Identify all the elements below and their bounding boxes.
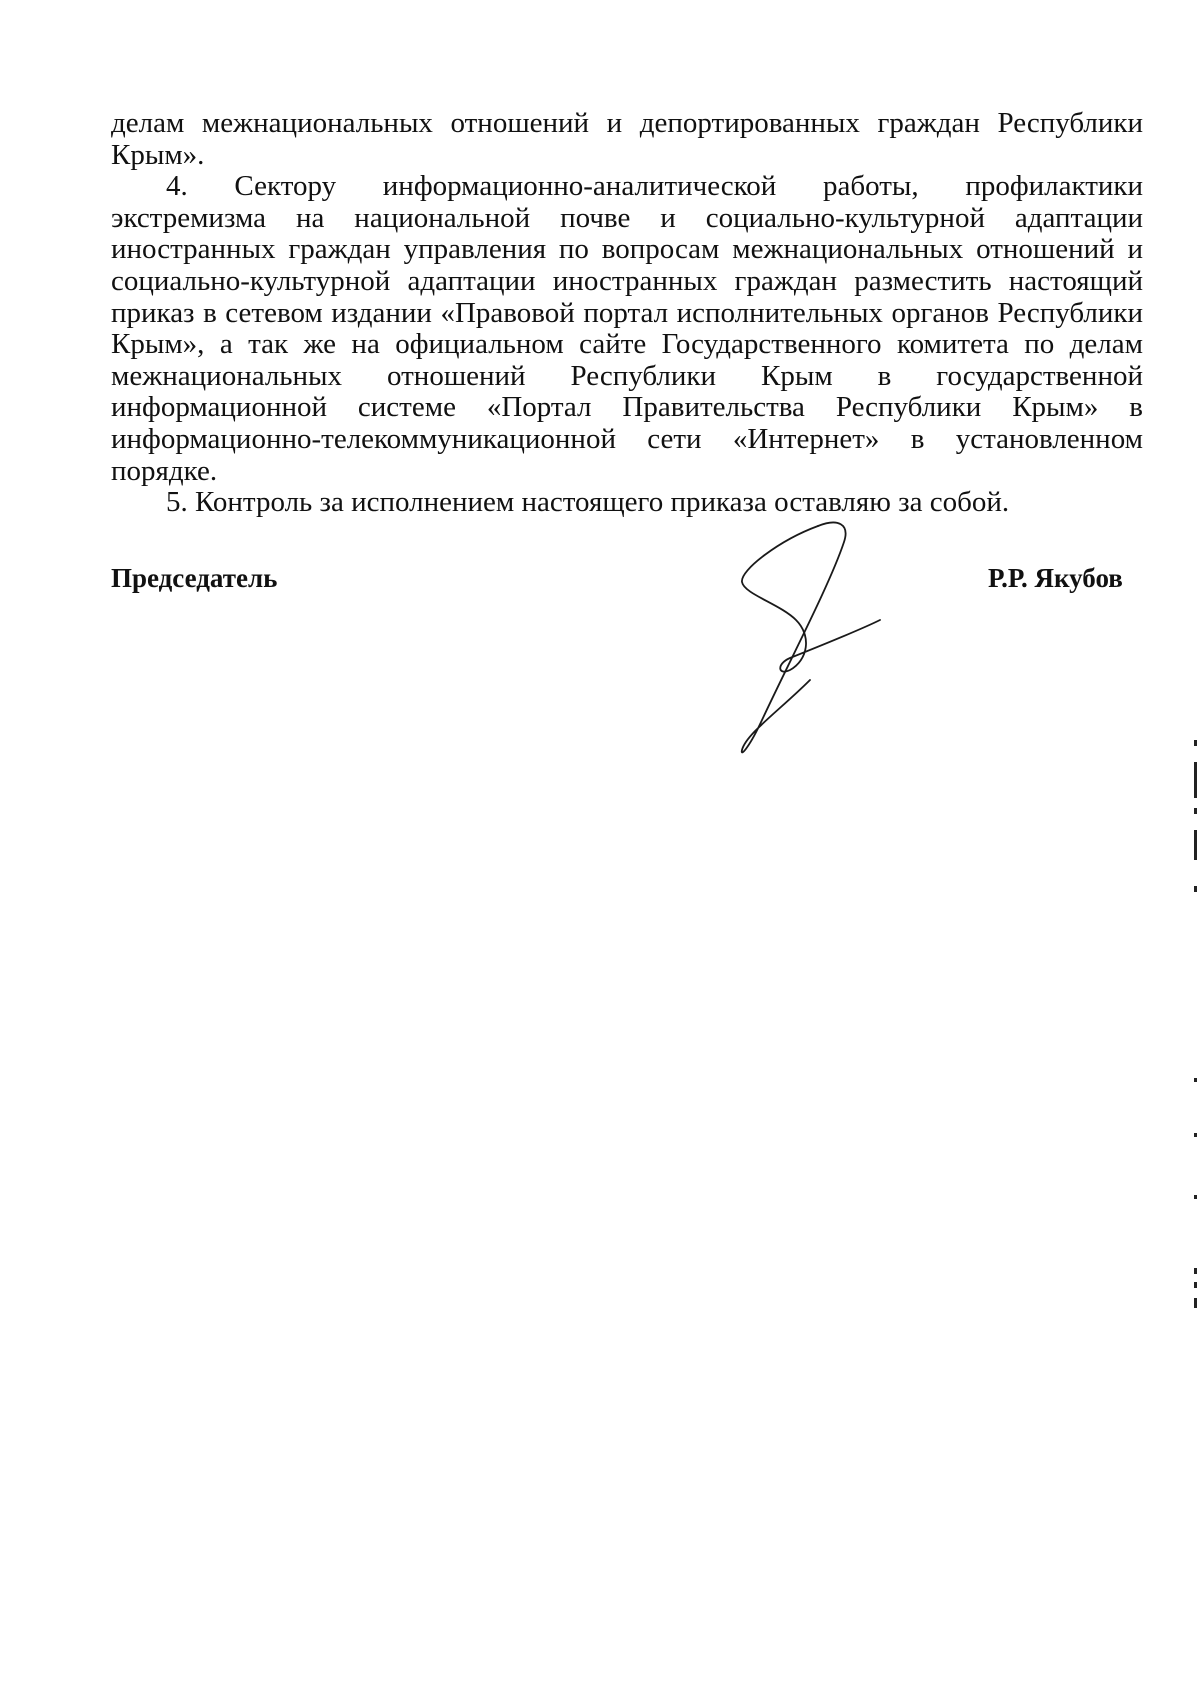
edge-mark (1194, 808, 1197, 814)
paragraph-item-5: 5. Контроль за исполнением настоящего приказа оставляю за собой. (166, 486, 1010, 519)
handwritten-signature (740, 520, 920, 760)
edge-mark (1194, 1195, 1197, 1199)
signatory-name: Р.Р. Якубов (988, 563, 1123, 593)
signatory-title: Председатель (111, 563, 278, 593)
paragraph-item-4: 4. Сектору информационно-аналитической работы, профилактики экстремизма на национальной почве и социально-культурной адаптации иностранных граждан управления по вопросам межнациональных отношений и социально-культурной адаптации иностранных граждан разместить настоящий приказ в сетевом издании «Правовой портал исполнительных органов Республики Крым», а так же на официальном сайте Государственного комитета по делам межнациональных отношений Республики Крым в государственной информационной системе «Портал Правительства Республики Крым» в информационно-телекоммуникационной сети «Интернет» в установленном порядке. (111, 170, 1143, 487)
edge-mark (1194, 886, 1197, 892)
edge-mark (1194, 1268, 1197, 1274)
edge-mark (1194, 762, 1197, 798)
edge-mark (1194, 740, 1197, 746)
edge-mark (1194, 1133, 1197, 1137)
edge-mark (1194, 1282, 1197, 1288)
edge-mark (1194, 1298, 1197, 1308)
document-body (111, 108, 1143, 519)
scan-edge-marks (1192, 740, 1200, 1340)
edge-mark (1194, 830, 1197, 860)
paragraph-continuation: делам межнациональных отношений и депортированных граждан Республики Крым». (111, 107, 1143, 171)
edge-mark (1194, 1078, 1197, 1082)
